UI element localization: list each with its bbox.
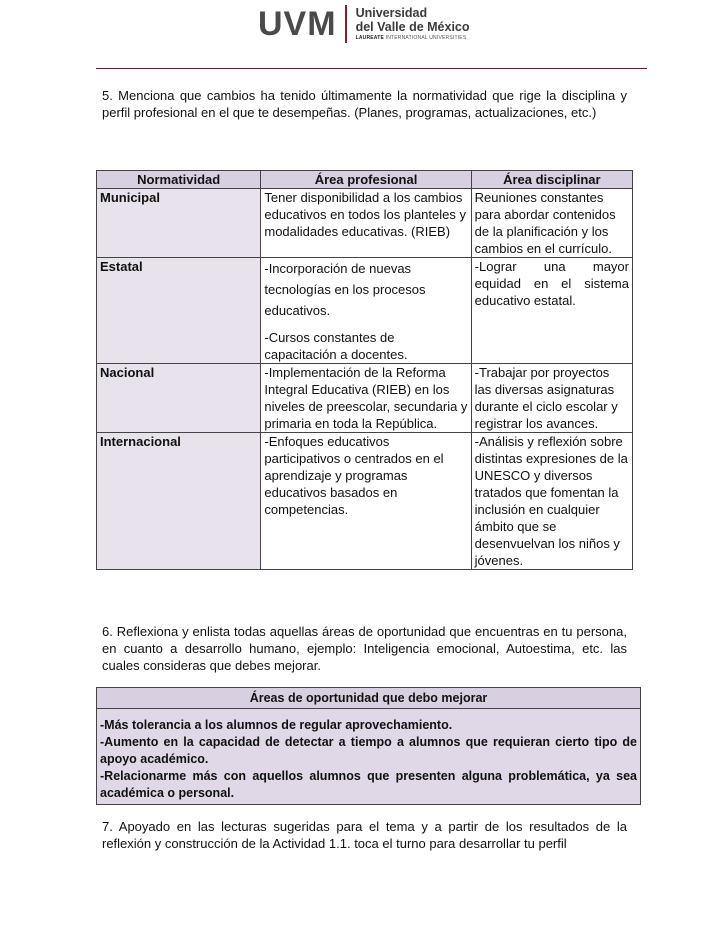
row-disciplinar <box>471 189 632 258</box>
cell-gap <box>264 321 467 329</box>
row-level: Nacional <box>97 364 261 433</box>
list-item: -Más tolerancia a los alumnos de regular aprovechamiento. <box>100 718 453 732</box>
table-row <box>97 258 633 364</box>
row-profesional <box>261 433 471 570</box>
logo-mark: UVM <box>258 4 337 43</box>
cell-text: -Lograr una mayor equidad en el sistema educativo estatal. <box>474 259 629 308</box>
logo-line-3 <box>356 36 470 41</box>
logo-line-1: Universidad <box>355 6 428 20</box>
row-disciplinar <box>471 433 632 570</box>
logo-line-2: del Valle de México <box>355 19 470 34</box>
cell-text: -Trabajar por proyectos las diversas asignaturas durante el ciclo escolar y registrar los avances. <box>474 365 618 431</box>
row-disciplinar <box>471 258 632 364</box>
logo-divider <box>345 5 347 43</box>
cell-text: -Incorporación de nuevas tecnologías en los procesos educativos. <box>264 261 426 318</box>
header-areas-oportunidad: Áreas de oportunidad que debo mejorar <box>97 688 641 709</box>
header-area-profesional: Área profesional <box>261 171 471 189</box>
row-profesional <box>261 258 471 364</box>
cell-text: -Cursos constantes de capacitación a docentes. <box>264 330 408 362</box>
cell-text: -Análisis y reflexión sobre distintas expresiones de la UNESCO y diversos tratados que fomentan la inclusión en cualquier ámbito que se desenvuelvan los niños y jóvenes. <box>474 434 628 568</box>
row-level: Internacional <box>97 433 261 570</box>
uvm-logo <box>258 4 470 44</box>
logo-universities: INTERNATIONAL UNIVERSITIES <box>385 35 467 41</box>
logo-text <box>356 7 470 41</box>
table-row <box>97 709 641 805</box>
header-rule <box>96 68 647 69</box>
header-area-disciplinar: Área disciplinar <box>471 171 632 189</box>
cell-text: -Implementación de la Reforma Integral Educativa (RIEB) en los niveles de preescolar, secundaria y primaria en toda la República. <box>264 365 468 431</box>
table-row <box>97 364 633 433</box>
table-row <box>97 433 633 570</box>
row-profesional <box>261 364 471 433</box>
row-profesional <box>261 189 471 258</box>
header-normatividad: Normatividad <box>97 171 261 189</box>
table-row <box>97 189 633 258</box>
table-header-row <box>97 171 633 189</box>
list-item: -Relacionarme más con aquellos alumnos que presenten alguna problemática, ya sea académica o personal. <box>100 769 637 800</box>
oportunidad-table <box>96 687 641 805</box>
question-6: 6. Reflexiona y enlista todas aquellas áreas de oportunidad que encuentras en tu persona, en cuanto a desarrollo humano, ejemplo: Inteligencia emocional, Autoestima, etc. las cuales consideras que debes mejorar. <box>102 624 627 673</box>
normatividad-table <box>96 170 633 570</box>
cell-text: -Enfoques educativos participativos o centrados en el aprendizaje y programas educativos basados en competencias. <box>264 434 444 517</box>
row-level: Municipal <box>97 189 261 258</box>
row-disciplinar <box>471 364 632 433</box>
cell-text: Tener disponibilidad a los cambios educativos en todos los planteles y modalidades educativas. (RIEB) <box>264 190 466 239</box>
question-5: 5. Menciona que cambios ha tenido últimamente la normatividad que rige la disciplina y perfil profesional en el que te desempeñas. (Planes, programas, actualizaciones, etc.) <box>102 88 627 120</box>
oportunidad-list <box>97 709 641 805</box>
cell-text: Reuniones constantes para abordar contenidos de la planificación y los cambios en el currículo. <box>474 190 616 256</box>
row-level: Estatal <box>97 258 261 364</box>
question-7: 7. Apoyado en las lecturas sugeridas para el tema y a partir de los resultados de la reflexión y construcción de la Actividad 1.1. toca el turno para desarrollar tu perfil <box>102 819 627 851</box>
logo-laureate: LAUREATE <box>355 35 385 41</box>
table-header-row <box>97 688 641 709</box>
list-item: -Aumento en la capacidad de detectar a tiempo a alumnos que requieran cierto tipo de apoyo académico. <box>100 735 637 766</box>
